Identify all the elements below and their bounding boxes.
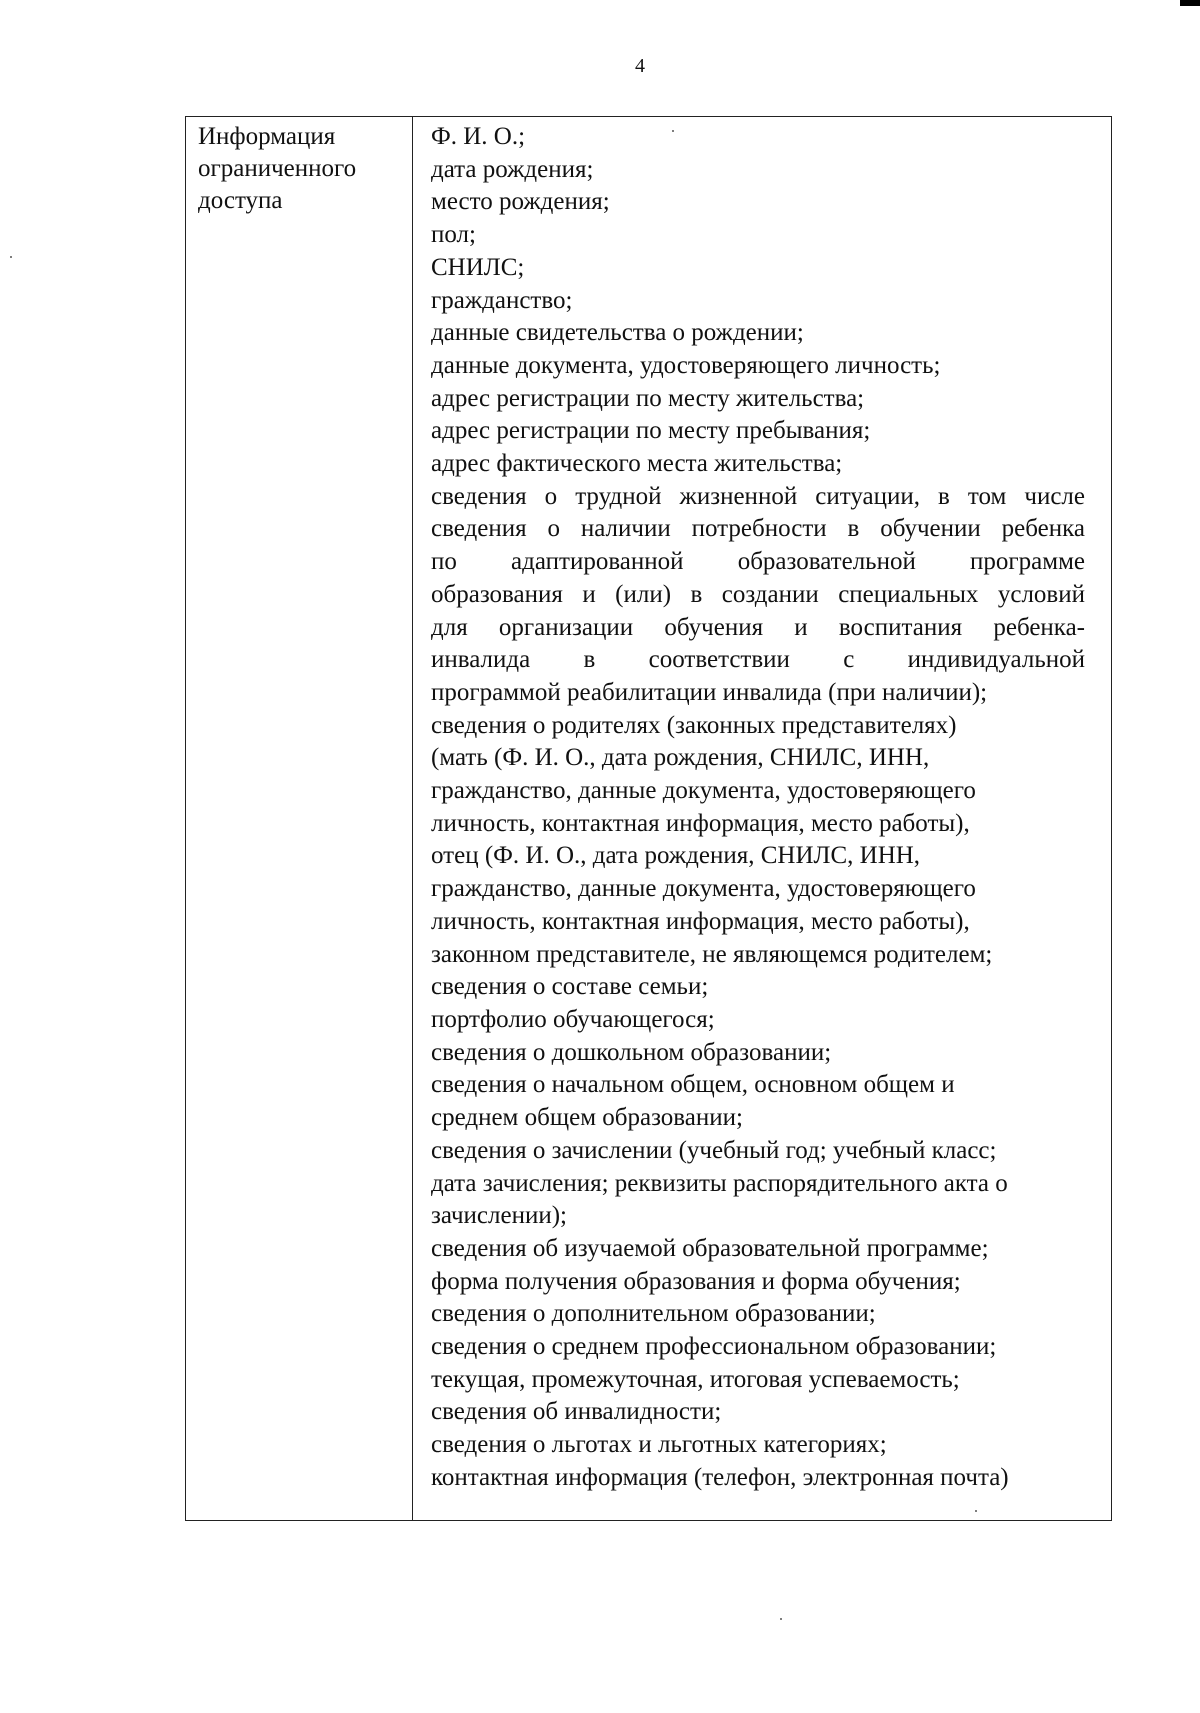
data-list-item: для организации обучения и воспитания ребенка- <box>431 613 1085 641</box>
data-list-item: инвалида в соответствии с индивидуальной <box>431 646 1085 674</box>
data-list-item: сведения о льготах и льготных категориях; <box>431 1431 887 1459</box>
category-cell <box>186 117 413 1520</box>
data-list-item: личность, контактная информация, место работы), <box>431 809 970 837</box>
data-list-item: сведения о составе семьи; <box>431 973 709 1001</box>
data-list-item: портфолио обучающегося; <box>431 1005 715 1033</box>
data-list-item: гражданство; <box>431 286 573 314</box>
scan-edge-mark <box>1180 0 1200 6</box>
info-table <box>185 116 1112 1521</box>
data-list-item: зачислении); <box>431 1202 567 1230</box>
data-list-item: данные документа, удостоверяющего личность; <box>431 351 941 379</box>
data-list-item: личность, контактная информация, место работы), <box>431 907 970 935</box>
data-list-item: сведения об инвалидности; <box>431 1398 722 1426</box>
data-list-item: место рождения; <box>431 188 610 216</box>
data-list-item: пол; <box>431 221 476 249</box>
data-list-item: гражданство, данные документа, удостоверяющего <box>431 777 976 805</box>
data-list-item: сведения о трудной жизненной ситуации, в том числе <box>431 482 1085 510</box>
data-list-item: дата рождения; <box>431 155 594 183</box>
category-label-line: Информация <box>198 123 336 150</box>
data-list-item: текущая, промежуточная, итоговая успеваемость; <box>431 1365 960 1393</box>
page-number: 4 <box>635 55 645 77</box>
data-list-item: Ф. И. О.; <box>431 123 526 150</box>
data-list-item: гражданство, данные документа, удостоверяющего <box>431 875 976 903</box>
category-label-line: доступа <box>198 187 283 214</box>
data-list-item: сведения о дошкольном образовании; <box>431 1038 832 1066</box>
data-list-item: образования и (или) в создании специальных условий <box>431 580 1085 608</box>
data-list-item: сведения о зачислении (учебный год; учебный класс; <box>431 1136 997 1164</box>
data-list-item: адрес регистрации по месту жительства; <box>431 384 865 412</box>
data-list-item: (мать (Ф. И. О., дата рождения, СНИЛС, ИНН, <box>431 744 930 772</box>
data-list-item: форма получения образования и форма обучения; <box>431 1267 961 1295</box>
scan-speck <box>780 1618 782 1620</box>
data-list-item: адрес фактического места жительства; <box>431 450 843 478</box>
data-list-item: данные свидетельства о рождении; <box>431 319 804 347</box>
data-list-item: программой реабилитации инвалида (при наличии); <box>431 678 988 706</box>
data-list-item: сведения об изучаемой образовательной программе; <box>431 1234 989 1262</box>
data-list-item: сведения о начальном общем, основном общем и <box>431 1071 955 1099</box>
data-list-item: сведения о среднем профессиональном образовании; <box>431 1333 997 1361</box>
data-list-item: среднем общем образовании; <box>431 1104 743 1132</box>
data-list-item: законном представителе, не являющемся родителем; <box>431 940 993 968</box>
data-list-item: сведения о наличии потребности в обучении ребенка <box>431 515 1085 543</box>
category-label-line: ограниченного <box>198 155 357 182</box>
data-list-item: адрес регистрации по месту пребывания; <box>431 417 871 445</box>
data-list-cell <box>413 117 1111 1520</box>
scan-speck <box>10 256 12 258</box>
data-list-item: отец (Ф. И. О., дата рождения, СНИЛС, ИНН, <box>431 842 921 870</box>
data-list-item: сведения о дополнительном образовании; <box>431 1300 876 1328</box>
data-list-item: по адаптированной образовательной программе <box>431 548 1085 576</box>
data-list-item: сведения о родителях (законных представителях) <box>431 711 957 739</box>
data-list-item: контактная информация (телефон, электронная почта) <box>431 1463 1009 1491</box>
data-list-item: дата зачисления; реквизиты распорядительного акта о <box>431 1169 1008 1197</box>
data-list-item: СНИЛС; <box>431 253 525 281</box>
